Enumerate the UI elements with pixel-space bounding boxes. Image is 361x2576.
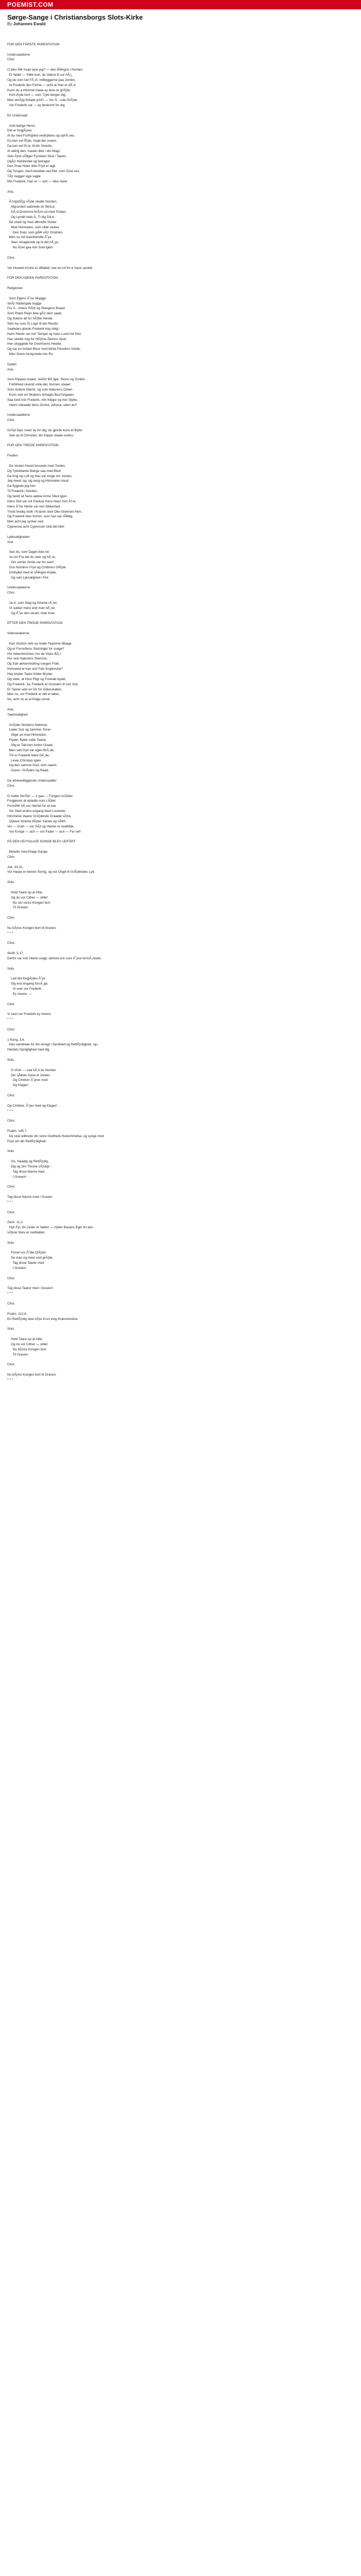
poem-line: Men nu mit baanbendte Ã˜ye xyxy=(7,235,52,240)
poem-line: Chor. xyxy=(7,1302,15,1306)
poem-line: Motetto med Klage-Sange. xyxy=(7,850,48,854)
poem-line xyxy=(7,1124,354,1129)
poem-line: Vor — Gud! — vor SÃ¦l og Hierter er nedkilde, xyxy=(7,824,75,828)
poem-line: Kort lÃ¦de bort — som Trykt berger dig; xyxy=(7,93,67,97)
poem-line: Som Solens Glantz, og som Naturens Orden xyxy=(7,388,73,392)
poem-line: FOR DEN TREDIE PARENTATION xyxy=(7,444,59,448)
poem-line: At du med Forfrighed vedtrykkes og ophÃ¸ves. xyxy=(7,134,75,138)
poem-line: 1 Kong. 3,6. xyxy=(7,1038,25,1042)
poem-line: Skrift. 5,17. xyxy=(7,952,24,956)
poem-line xyxy=(7,702,354,707)
poem-line: Tag disse Taarer med i Graven! xyxy=(7,1286,53,1291)
poem-line xyxy=(7,972,354,977)
poem-line: Og Frederik blev fromm, som han var rÃ¥dig. xyxy=(7,515,73,519)
poem-line: Nu Ã¦ret gaa min Soel igien. xyxy=(7,246,54,250)
poem-line: Hans Slot var mit Paulusi Hans Navn min Ã†re, xyxy=(7,499,76,503)
poem-line: Til Graven: xyxy=(7,1352,29,1357)
poem-line: Men skrÃ¦ig forlade jord? — Vor Ã…nde GrÃ¦de, xyxy=(7,98,78,103)
poem-line: De skal udbrede din store Godheds Ihukommelse, og synge med xyxy=(7,1134,104,1138)
poem-line xyxy=(7,47,354,53)
poem-line: Tag disse Taarer med xyxy=(7,1261,44,1265)
poem-line: Chor. xyxy=(7,941,15,945)
poem-line: O Vink! — saa hÃ¸it du Norden xyxy=(7,1068,56,1072)
poem-line: DÃ¸d-Drommre brÃ¦nt ud med Torden, xyxy=(7,210,67,214)
poem-line: Han skielte mig for HÃ¦lrne Ãlemns Spot; xyxy=(7,337,67,341)
poem-line: Lad det forgjÃ¦des Ã˜ye xyxy=(7,977,45,981)
poem-line: Som Plads Regn ikke gÃ¦r dem saad; xyxy=(7,312,62,316)
poem-line: Psalm. 112,6. xyxy=(7,1312,27,1316)
poem-line xyxy=(7,261,354,266)
poem-line: Ja om Fra det du seer og hÃ¸re, xyxy=(7,555,56,560)
poem-line: Forbliived rasend volle,der, hunner, staaer; xyxy=(7,383,72,387)
poem-line: Og Klager! xyxy=(7,1083,29,1088)
poem-line: Religionen xyxy=(7,286,23,290)
poem-line xyxy=(7,789,354,794)
poem-line: Som Egens Ã˜ne Skygge xyxy=(7,296,46,300)
poem-line xyxy=(7,581,354,586)
poem-line: Thi er Frederik blant DÃ¸de, xyxy=(7,753,50,757)
poem-line: Er faldet — Stille bort, du Vabne til vor hÃ¸j, xyxy=(7,73,73,77)
poem-line xyxy=(7,1154,354,1159)
poem-line: Til Graven: xyxy=(7,906,29,910)
poem-line: O matte SkrÃ¦k! — o gaa — Tungen rorÃ¦ber xyxy=(7,794,73,798)
poem-line: Men Svem forstyrrede min Ro. xyxy=(7,352,54,357)
poem-line: Aria. xyxy=(7,540,14,544)
poem-line: Mod Himmelen, som vilde slukke xyxy=(7,225,59,229)
poem-line: Han vandrede for din Ansigt i Sandhed og RetfÃ¦rdighed, og i xyxy=(7,1043,99,1047)
poem-line: Chor. xyxy=(7,855,15,859)
poem-line: Og den samme Gud, som raarer, xyxy=(7,764,57,768)
poem-line xyxy=(7,545,354,550)
poem-body xyxy=(7,37,354,1383)
poem-line: Chor. xyxy=(7,591,15,595)
poem-line: Om venter Smile var for seer! xyxy=(7,561,54,565)
poem-line: Da kan vel fÃ¸le, til din Smerte, xyxy=(7,144,53,148)
poem-line: Vis, Naadig og RetfÃ¦rdig, xyxy=(7,1160,49,1164)
poem-line: Vor Hoveds Krone er affaldet; vee os ruf thi vi have syndet. xyxy=(7,266,93,270)
poem-line: Solo. xyxy=(7,967,15,971)
poem-line xyxy=(7,281,354,286)
poem-line: Aria. xyxy=(7,367,14,371)
poem-line xyxy=(7,1032,354,1038)
poem-line: Chor. xyxy=(7,1119,15,1123)
poem-line: Dyden xyxy=(7,362,17,366)
poem-line: Aria. xyxy=(7,190,14,194)
poem-line: Ey meere. — xyxy=(7,992,32,996)
poem-line xyxy=(7,1007,354,1012)
poem-line: Og Cimbrer Ã˜yner med xyxy=(7,1078,48,1082)
poem-line xyxy=(7,1332,354,1337)
poem-line: FOR DEN ANDEN PARENTATION xyxy=(7,276,58,280)
poem-line: For Ã…lmens RÃ¦tt og Slangens Braad; xyxy=(7,307,65,311)
site-header-bar xyxy=(0,0,361,9)
byline-prefix: By xyxy=(7,22,12,26)
poem-line xyxy=(7,1215,354,1221)
poem-line: Lader Suk og Jammer-Toner xyxy=(7,728,51,732)
poem-line: Stige ud mod Himmelen. xyxy=(7,733,47,737)
poem-line: Vi seer vor Frederik ey meere. xyxy=(7,1012,52,1016)
poem-line: SkÃ¦r Nattergale trygge xyxy=(7,301,42,306)
poem-line: Du kan vel fÃ¦de, hvad der svarer, xyxy=(7,139,57,143)
poem-line: Lever Christian igien xyxy=(7,758,41,762)
poem-line: Vor Frederik var — ey beskomt for dig. xyxy=(7,104,65,108)
poem-line: Til Frederik i Norden, xyxy=(7,489,38,494)
poem-line: Ã†ngstlÃ¦g sÃ¦de sikalte Norden; xyxy=(7,200,57,204)
poem-line: Undersaatterne xyxy=(7,413,30,417)
poem-line: OgÃ¦r Halsbindet og betrager xyxy=(7,159,51,163)
poem-line: Acht bange Herre, xyxy=(7,124,36,128)
poem-line: Nu, ach! nu er al Klage smuk. xyxy=(7,698,51,702)
poem-line: Chor. xyxy=(7,1002,15,1006)
poem-line: I Graven! xyxy=(7,1266,26,1270)
poem-line xyxy=(7,270,354,276)
poem-line: Han skyggede for Overtroens Heede, xyxy=(7,342,62,346)
poem-line xyxy=(7,718,354,723)
poem-line: Og er Fornuftens Slutninger for svage? xyxy=(7,647,64,651)
poem-line xyxy=(7,1271,354,1276)
poem-line: Tag disse Navne med i Graven. xyxy=(7,1195,54,1199)
poem-line xyxy=(7,1180,354,1185)
poem-line: Nu bÃ¦res Kongen bort xyxy=(7,1347,46,1351)
site-logo[interactable]: POEMIST.COM xyxy=(7,1,54,8)
poem-line: At aldrig den, mawer ikke i din Magt. xyxy=(7,149,61,153)
poem-line: Chor. xyxy=(7,1363,15,1367)
poem-line: Vor Harpe er bleven Sorrig, og vor Orgel til GrÃ¦dendes Lyd. xyxy=(7,870,95,874)
poem-line xyxy=(7,1088,354,1093)
poem-line: Chor. xyxy=(7,784,15,788)
poem-line: Vor Konge — ach — vor Fader — ach — Far vel! xyxy=(7,829,81,834)
poem-line: Saa stod min Frederik, min Klippe og min Stytte, xyxy=(7,398,78,402)
poem-line: Chor. xyxy=(7,418,15,422)
poem-line: Chor. xyxy=(7,1276,15,1280)
poem-line: Den Graa Hoier dets Fryd er lagt. xyxy=(7,164,56,168)
poem-line: I Graven! - xyxy=(7,1175,28,1179)
poem-line xyxy=(7,910,354,916)
poem-line: De afskeedtiggende Undersaatter xyxy=(7,779,57,783)
poem-line: Og Sair ærkemindring voegen Frøk, xyxy=(7,662,60,666)
poem-line: Ja vi, som Slag og Smerte rÃ¸rer, xyxy=(7,601,58,605)
poem-line xyxy=(7,62,354,67)
poem-line: Som Klippen maaer, skiÃ¦rt BÃ¸lger, Storm og Torden xyxy=(7,378,85,382)
poem-line xyxy=(7,1205,354,1210)
poem-line: GrÃ¦der Nordens Nationer, xyxy=(7,723,48,727)
poem-line: Og du vor Cither — stille! xyxy=(7,1342,48,1346)
poem-line: Tag disse Navne med xyxy=(7,1170,44,1174)
poem-line: Freden xyxy=(7,454,18,458)
poem-line: Og du vor Cither — stille! xyxy=(7,895,48,900)
poem-line: O blev Ã¥r hvad seer jeg? — den fÃ¥ngne i Norden xyxy=(7,68,83,72)
poem-line: Cypresser,acht Cypresser skal det blie! xyxy=(7,525,64,529)
poem-line: Videnskaberne xyxy=(7,632,29,636)
poem-line xyxy=(7,459,354,464)
poem-line xyxy=(7,250,354,256)
poem-line: Trods blodig stolk i Krands stod Olie-Greenen frem, xyxy=(7,510,83,514)
poem-line xyxy=(7,530,354,535)
poem-line: Undersaatterne xyxy=(7,53,30,57)
poem-line: En RetfÃ¦rdig skal vÃ¦re til en evig Ihukommelse. xyxy=(7,1317,78,1321)
poem-line: Og Ã˜ye den skueir, man troer. xyxy=(7,611,56,615)
poem-line: PÃ DEN HÃYSALIGE KONGE BLEV UDFÃRT xyxy=(7,840,76,844)
poem-line: Din sÃ¥ste Gave til Jorden xyxy=(7,1073,50,1077)
poem-line: Kan Visdom selv ey holde Taarerne tilbage, xyxy=(7,641,73,646)
poem-line: Hvisneed er kan vort Fals forglemme? xyxy=(7,667,63,671)
poem-line: FOR DEN FÃRSTE PARENTATION xyxy=(7,42,60,46)
poem-line: Solo. xyxy=(7,1058,15,1062)
poem-line: Og Tydsklands Bierge saa med Blod; xyxy=(7,469,62,473)
poem-line: Afgrunden aabnede sit Skrâ,d, xyxy=(7,205,56,209)
poem-line: Taelmodighed xyxy=(7,713,28,717)
poem-line: Vi sukker mere end man hÃ¸rer, xyxy=(7,606,56,610)
poem-line: Men selv fryd var egen BrÃ¸de, xyxy=(7,748,55,752)
poem-line xyxy=(7,626,354,631)
poem-line: Aria. xyxy=(7,708,14,712)
poem-line: Er Taarer selv en Dir for Videnskaber; xyxy=(7,687,62,691)
poem-line: Kuns ved sin Skabers Almagts Bud forgaaer: xyxy=(7,393,75,397)
poem-line: Psalm, 145,7. xyxy=(7,1129,28,1133)
poem-line: * * * xyxy=(7,1018,13,1022)
poem-line: Slig er Tab,hen fordre Graad. xyxy=(7,743,54,748)
poem-line: Forvel vor Ã˜dle GlÃ¦de! xyxy=(7,1251,46,1255)
poem-line: See op til Christian; din Klippe staaer endnu. xyxy=(7,433,74,437)
poem-line xyxy=(7,1235,354,1241)
poem-line: Chor. xyxy=(7,1210,15,1214)
poem-line xyxy=(7,291,354,296)
poem-line: Og Cimbrer, Ã˜yer med og Klager! - xyxy=(7,1104,59,1108)
poem-line: * * * xyxy=(7,1292,13,1296)
poem-line xyxy=(7,946,354,951)
poem-line xyxy=(7,108,354,113)
poem-line: Og Tungen, doch bestilde ved Ret, som Ã¦ret ses, xyxy=(7,170,80,174)
poem-line: Omhyllet med et sÃ¥rgen-Klade, xyxy=(7,570,57,574)
poem-line: * * * xyxy=(7,1378,13,1382)
poem-line: Gus Nordens Fryd og Cimbrers GlÃ¦de xyxy=(7,566,66,570)
poem-line: Hvr selv Naturens Stemme, xyxy=(7,657,48,661)
poem-line: Sin Sted endnu engang blant Levende. xyxy=(7,809,67,814)
poem-line xyxy=(7,936,354,941)
poem-line: * * * xyxy=(7,931,13,935)
poem-line: Hold Taare op at trille, xyxy=(7,1337,43,1341)
poem-line xyxy=(7,423,354,428)
poem-line: * * * xyxy=(7,1200,13,1204)
poem-line xyxy=(7,1144,354,1149)
poem-line xyxy=(7,997,354,1002)
poem-line xyxy=(7,372,354,378)
poem-line: Nu ser vores Kongen bort xyxy=(7,901,51,905)
poem-line xyxy=(7,1296,354,1301)
poem-line xyxy=(7,1022,354,1027)
poem-line xyxy=(7,438,354,444)
poem-line: Min Frederik, Han er — ach — ikke meer. xyxy=(7,179,68,183)
poem-line: Chor. xyxy=(7,58,15,62)
poem-line: Hyl! Fyr, thi Ceder er falden — Hyller Basans Ege! thi den xyxy=(7,1226,93,1230)
poem-line: Hvr Alderdommen, hvr de Vises BÃ¸r, xyxy=(7,652,62,656)
poem-line xyxy=(7,195,354,200)
poem-line: Det er forgjÃ¦ves xyxy=(7,129,32,133)
poem-line: Fryd om din RetfÃ¦rdighed. xyxy=(7,1139,47,1143)
poem-line: Havni mikeade dens Grund, Jehova, uden du? xyxy=(7,403,77,407)
poem-line: Da Krig og Luft og Hav var enige om Jorden, xyxy=(7,474,73,478)
poem-line: Selv Ã¦ret sÃ¥ger Fyrsteen Skul i Taarer, xyxy=(7,154,67,158)
poem-line xyxy=(7,1281,354,1286)
poem-line: Solo. xyxy=(7,1241,15,1245)
poem-line: EFTER DEN TREDIE PARENTATION xyxy=(7,621,63,625)
poem-line: Solo. xyxy=(7,1327,15,1331)
poem-line: Dig og Din Throne vÃ¦rdig! - xyxy=(7,1164,52,1168)
poem-line: Chor. xyxy=(7,1027,15,1031)
poem-line: Se man og meer end grÃ¦de, xyxy=(7,1256,54,1260)
poem-line: Hans Hierte var min Tempel og hans Lund mit Slot; xyxy=(7,332,82,336)
poem-line xyxy=(7,408,354,413)
poem-line: Og Lyndd viste Ã¸ Tl dig Dâ,d. xyxy=(7,215,55,219)
poem-line xyxy=(7,357,354,362)
poem-line xyxy=(7,1053,354,1058)
poem-line: FormÃ¥r hÃ¸res Hiertet for at see xyxy=(7,804,56,808)
poem-line xyxy=(7,921,354,926)
poem-line: Vi seer vor Frederik xyxy=(7,987,42,991)
poem-line: Opleve Smerte dÃ¦ber Sande og sÃ¥rt: xyxy=(7,819,67,823)
poem-line: Hans Ã˜rte Hierte var min Sikkerhed. xyxy=(7,504,61,509)
poem-line: Zach. 11,2. xyxy=(7,1221,24,1225)
poem-line: En Undersaat xyxy=(7,113,28,117)
poem-line: Men nu, vor Frederik er det ei taber, xyxy=(7,692,60,697)
poem-line xyxy=(7,37,354,42)
poem-line: Og selv Lyksalighed i Flor. xyxy=(7,575,50,580)
poem-line: Undersaatterne xyxy=(7,586,30,590)
poem-line: Chor. xyxy=(7,1185,15,1189)
poem-line: Saaledes gtorde Frederik mig roligt. xyxy=(7,327,60,331)
poem-line xyxy=(7,1357,354,1362)
poem-line: Kunn du a Himmel maae ey lave os grÃ¦de; xyxy=(7,88,71,92)
poem-line: Da flyjgede jeg hen xyxy=(7,484,36,488)
poem-line xyxy=(7,1098,354,1104)
poem-line xyxy=(7,1246,354,1251)
poem-line: Hold Taare op at trille, xyxy=(7,890,43,894)
poem-line: Og var en trofast Muur mod blinte Fienders Vrede; xyxy=(7,347,81,351)
poem-line xyxy=(7,184,354,190)
poem-line: Og vider, at Hvor Pligt og Troskab byder, xyxy=(7,677,67,681)
poem-line: * * * xyxy=(7,1109,13,1113)
poem-line xyxy=(7,636,354,641)
poem-line: Jeg heed, og, sig rerig og Himmelen imod; xyxy=(7,479,70,483)
poem-line: See du, som Daget ikke ret, xyxy=(7,550,50,554)
poem-byline xyxy=(7,22,45,26)
author-name[interactable]: Johannes Ewald xyxy=(13,22,46,26)
poem-title: Sørge-Sange i Christiansborgs Slots-Kirke xyxy=(7,13,143,21)
poem-line: Forgjeives at opladte vore LÃ¦ber. xyxy=(7,799,57,803)
poem-line: Og du som lod FÃ¸d i indbyggerne paa Jorden, xyxy=(7,78,76,82)
poem-line xyxy=(7,616,354,621)
poem-line: Gaver i GrÃ¦den og Raad. xyxy=(7,769,49,773)
poem-line xyxy=(7,875,354,880)
poem-line xyxy=(7,1321,354,1327)
poem-line: sÃ¦kne Skov er nedfalden. xyxy=(7,1231,46,1235)
poem-line xyxy=(7,834,354,839)
poem-line: Men acht jeg synker ned, xyxy=(7,520,44,524)
poem-line: Og Solens alt for hÃ¦ftie Hevde xyxy=(7,317,53,321)
poem-line: Hey bryder Taare Kilder Bryder. xyxy=(7,672,54,676)
poem-line xyxy=(7,118,354,124)
poem-line: Flyder, flyder salte Taarer, xyxy=(7,738,47,742)
poem-line: Solo. xyxy=(7,1149,15,1154)
poem-line: Selv Ivy sure Ã¦ Logn til der Revde: xyxy=(7,321,59,326)
poem-line: Da Vesten Havet brusede med Torden, xyxy=(7,464,66,468)
poem-line: Himmelsk Vaarer GrÃ¦dende Graader vÃ¦re, xyxy=(7,815,72,819)
poem-line: GrÃ¦d Dyd, meer ey for dig; du gjorde kuns et Bytte: xyxy=(7,428,83,432)
poem-line: Nu bÃ¦res Kongen bort til Graven. xyxy=(7,1372,57,1377)
poem-line xyxy=(7,844,354,850)
poem-line: Da stred og med afbrudte Sukke xyxy=(7,220,57,224)
poem-line xyxy=(7,448,354,453)
poem-line: Solo. xyxy=(7,880,15,885)
poem-line: Chor. xyxy=(7,1094,15,1097)
poem-line: Nu bÃ¦res Kongen bort til Graven. xyxy=(7,926,57,930)
poem-line xyxy=(7,1307,354,1312)
poem-line: Sig end engang forsÃ¸ge, xyxy=(7,982,48,986)
poem-line xyxy=(7,596,354,601)
poem-line: Og fandt sit hans aabne Arme Skiul igien. xyxy=(7,495,68,499)
poem-line: Chor. xyxy=(7,916,15,920)
poem-line xyxy=(7,1113,354,1118)
poem-line xyxy=(7,773,354,778)
poem-line: Lykksaligheden xyxy=(7,535,30,539)
poem-line: Derfor var vort Hierte svagt; derfore ere vore Ã˜yne formÃ¸rkede. xyxy=(7,956,102,960)
poem-line: Og Frederik. Ja, Frederik er Grunden til vort Suk, xyxy=(7,682,79,686)
poem-line: Den Soel, som gÃ¥r vÃ¦r Omdrien. xyxy=(7,230,63,234)
poem-line xyxy=(7,1063,354,1068)
poem-line: Seer omagtende op til det hÃ¸ye, xyxy=(7,241,59,245)
poem-line: TÃ¦r negger sige sagte: xyxy=(7,175,42,179)
poem-line: Job. 30,31. xyxy=(7,865,24,869)
poem-line xyxy=(7,1190,354,1195)
poem-line xyxy=(7,860,354,865)
poem-line: Hiertets Oprigtighed med dig. xyxy=(7,1048,51,1052)
poem-line xyxy=(7,961,354,967)
poem-line: At Frederik den Femte — acht at Han er dÃ¸d. xyxy=(7,83,76,87)
poem-line: Chor. xyxy=(7,256,15,260)
poem-line xyxy=(7,885,354,890)
poem-line xyxy=(7,1367,354,1372)
